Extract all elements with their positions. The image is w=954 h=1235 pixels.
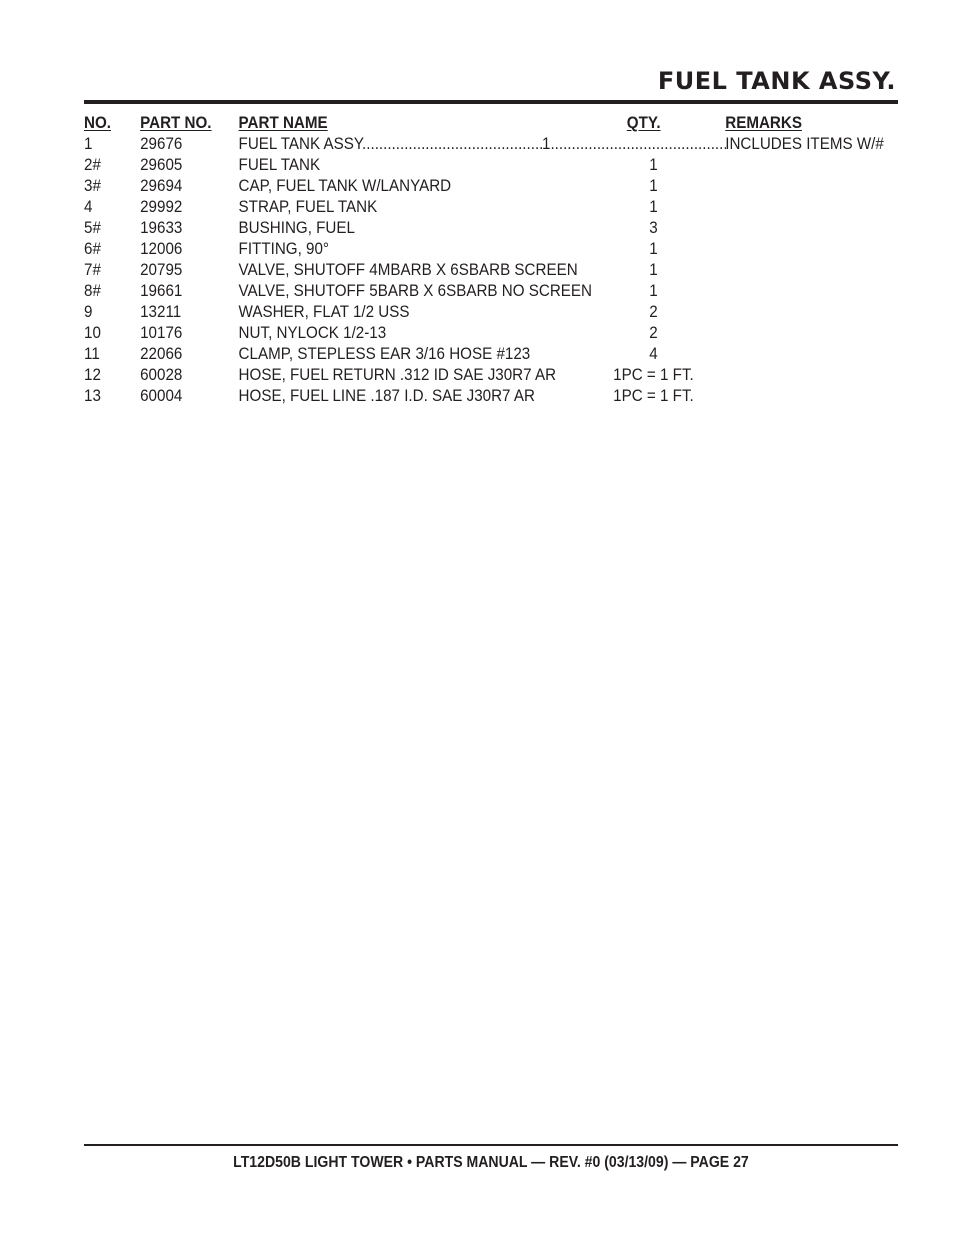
part-name: CLAMP, STEPLESS EAR 3/16 HOSE #123 [238, 345, 531, 363]
part-name: VALVE, SHUTOFF 4MBARB X 6SBARB SCREEN [238, 261, 578, 279]
parts-rows [84, 155, 838, 407]
column-header-no: NO. [84, 114, 111, 132]
part-name: NUT, NYLOCK 1/2-13 [238, 324, 387, 342]
quantity: 1 [649, 177, 658, 195]
table-row [84, 197, 838, 218]
part-number: 29694 [140, 177, 183, 195]
item-no: 4 [84, 198, 93, 216]
part-number: 60028 [140, 366, 183, 384]
table-row [84, 365, 838, 386]
part-number: 13211 [140, 303, 182, 321]
quantity: 1 [649, 198, 658, 216]
column-header-remarks: REMARKS [725, 114, 802, 132]
quantity: 4 [649, 345, 658, 363]
quantity: 1 [541, 135, 551, 153]
item-no: 9 [84, 303, 93, 321]
item-no: 5# [84, 219, 101, 237]
quantity: 1 [649, 240, 658, 258]
part-number: 29676 [140, 135, 183, 153]
part-number: 29605 [140, 156, 183, 174]
item-no: 6# [84, 240, 101, 258]
table-row [84, 176, 838, 197]
page-footer [84, 1152, 898, 1174]
item-no: 7# [84, 261, 101, 279]
dot-leader [366, 134, 542, 155]
part-name: VALVE, SHUTOFF 5BARB X 6SBARB NO SCREEN [238, 282, 593, 300]
item-no: 2# [84, 156, 101, 174]
table-row [84, 302, 838, 323]
table-row [84, 344, 838, 365]
footer-divider [84, 1144, 898, 1146]
assembly-leader-line [239, 134, 727, 155]
column-header-part-no: PART NO. [140, 114, 212, 132]
part-number: 12006 [140, 240, 183, 258]
quantity: 2 [649, 303, 658, 321]
quantity: 1 [649, 282, 658, 300]
table-row [84, 218, 838, 239]
part-name: FITTING, 90° [238, 240, 329, 258]
item-no: 8# [84, 282, 101, 300]
item-no: 13 [84, 387, 101, 405]
quantity: 3 [649, 219, 658, 237]
table-row [84, 239, 838, 260]
part-name: HOSE, FUEL LINE .187 I.D. SAE J30R7 AR [238, 387, 535, 405]
part-number: 60004 [140, 387, 183, 405]
part-number: 19633 [140, 219, 183, 237]
table-row [84, 323, 838, 344]
part-number: 20795 [140, 261, 183, 279]
part-name: STRAP, FUEL TANK [238, 198, 378, 216]
quantity: 1PC = 1 FT. [613, 366, 694, 384]
part-name: WASHER, FLAT 1/2 USS [238, 303, 410, 321]
table-row [84, 260, 838, 281]
column-header-qty: QTY. [626, 114, 661, 132]
part-name: BUSHING, FUEL [238, 219, 355, 237]
part-number: 22066 [140, 345, 183, 363]
item-no: 12 [84, 366, 101, 384]
footer-text: LT12D50B LIGHT TOWER • PARTS MANUAL — REV. #0 (03/13/09) — PAGE 27 [233, 1154, 749, 1171]
part-name: HOSE, FUEL RETURN .312 ID SAE J30R7 AR [238, 366, 557, 384]
table-row [84, 281, 838, 302]
item-no: 3# [84, 177, 101, 195]
part-name: FUEL TANK [238, 156, 321, 174]
quantity: 2 [649, 324, 658, 342]
dot-leader [550, 134, 726, 155]
quantity: 1 [649, 156, 658, 174]
quantity: 1 [649, 261, 658, 279]
table-row [84, 386, 838, 407]
item-no: 1 [84, 135, 93, 153]
remarks: INCLUDES ITEMS W/# [725, 135, 884, 153]
parts-list [84, 113, 884, 407]
title-divider [84, 100, 898, 104]
part-number: 19661 [140, 282, 183, 300]
parts-list-header [84, 113, 838, 134]
part-name: FUEL TANK ASSY. [238, 135, 367, 153]
quantity: 1PC = 1 FT. [613, 387, 694, 405]
item-no: 11 [84, 345, 100, 363]
part-number: 29992 [140, 198, 183, 216]
part-number: 10176 [140, 324, 183, 342]
column-header-part-name: PART NAME [238, 114, 328, 132]
table-row [84, 155, 838, 176]
item-no: 10 [84, 324, 101, 342]
part-name: CAP, FUEL TANK W/LANYARD [238, 177, 452, 195]
table-row-assembly [84, 134, 884, 155]
page-title: FUEL TANK ASSY. [657, 67, 896, 95]
